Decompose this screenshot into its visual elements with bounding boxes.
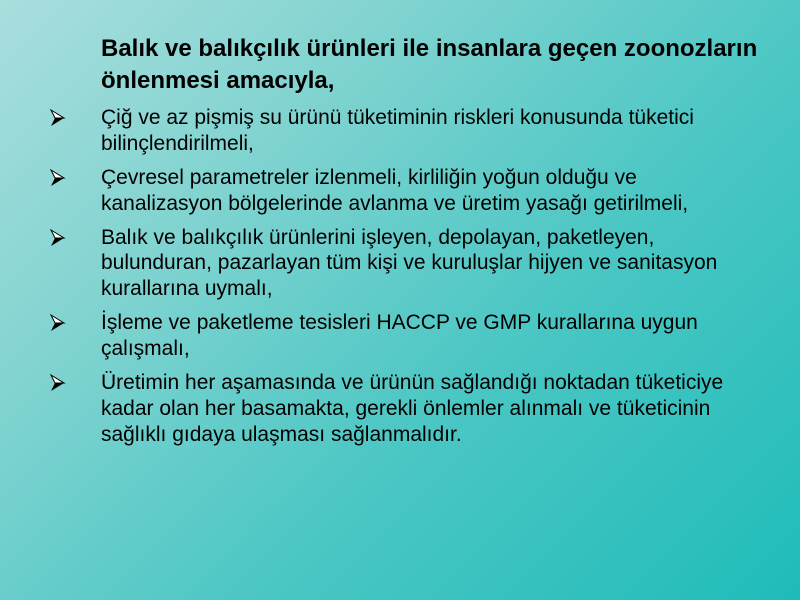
bullet-list xyxy=(0,105,800,456)
bullet-item-3 xyxy=(0,225,761,302)
bullet-text: Balık ve balıkçılık ürünlerini işleyen, depolayan, paketleyen, bulunduran, pazarlayan tüm kişi ve kuruluşlar hijyen ve sanitasyon kurallarına uymalı, xyxy=(101,225,718,301)
arrow-bullet-icon xyxy=(48,374,66,392)
bullet-item-1 xyxy=(0,105,761,157)
arrow-bullet-icon xyxy=(48,229,66,247)
bullet-item-4 xyxy=(0,310,761,362)
bullet-item-5 xyxy=(0,370,761,447)
slide-heading: Balık ve balıkçılık ürünleri ile insanlara geçen zoonozların önlenmesi amacıyla, xyxy=(101,35,758,94)
bullet-text: Çiğ ve az pişmiş su ürünü tüketiminin riskleri konusunda tüketici bilinçlendirilmeli, xyxy=(101,106,694,155)
arrow-bullet-icon xyxy=(48,314,66,332)
bullet-text: Üretimin her aşamasında ve ürünün sağlandığı noktadan tüketiciye kadar olan her basamakta, gerekli önlemler alınmalı ve tüketicinin sağlıklı gıdaya ulaşması sağlanmalıdır. xyxy=(101,370,724,446)
bullet-text: Çevresel parametreler izlenmeli, kirliliğin yoğun olduğu ve kanalizasyon bölgelerinde avlanma ve üretim yasağı getirilmeli, xyxy=(101,165,689,215)
arrow-bullet-icon xyxy=(48,109,66,127)
arrow-bullet-icon xyxy=(48,169,66,187)
bullet-item-2 xyxy=(0,165,761,217)
bullet-text: İşleme ve paketleme tesisleri HACCP ve GMP kurallarına uygun çalışmalı, xyxy=(101,311,698,360)
